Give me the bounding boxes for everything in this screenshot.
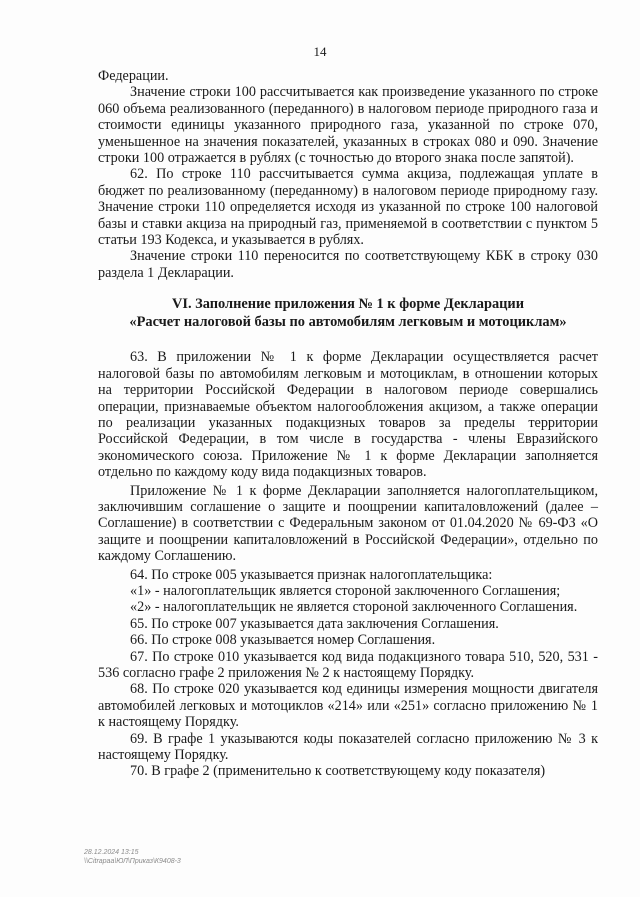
paragraph: 63. В приложении № 1 к форме Декларации осуществляется расчет налоговой базы по автомобилям легковым и мотоциклам, в отношении которых на территории Российской Федерации в налоговом периоде совершались операции, признаваемые объектом налогообложения акцизом, а также операции по реализации указанных подакцизных товаров за пределы территории Российской Федерации, в том числе в государства - члены Евразийского экономического союза. Приложение № 1 к форме Декларации заполняется отдельно по каждому коду вида подакцизных товаров. — [98, 349, 598, 481]
paragraph: «1» - налогоплательщик является стороной заключенного Соглашения; — [130, 582, 561, 599]
paragraph: «2» - налогоплательщик не является стороной заключенного Соглашения. — [130, 599, 578, 616]
footer-timestamp: 28.12.2024 13:15 — [84, 849, 139, 856]
paragraph: Значение строки 100 рассчитывается как произведение указанного по строке 060 объема реализованного (переданного) в налоговом периоде природного газа и стоимости единицы указанного природного газа, указанной по строке 070, уменьшенное на значения показателей, указанных в строках 080 и 090. Значение строки 100 отражается в рублях (с точностью до второго знака после запятой). — [98, 84, 598, 167]
section-heading — [98, 295, 598, 331]
paragraph: 64. По строке 005 указывается признак налогоплательщика: — [130, 566, 493, 583]
paragraph: Приложение № 1 к форме Декларации заполняется налогоплательщиком, заключившим соглашение о защите и поощрении капиталовложений (далее – Соглашение) в соответствии с Федеральным законом от 01.04.2020 № 69-ФЗ «О защите и поощрении капиталовложений в Российской Федерации», отдельно по каждому Соглашению. — [98, 482, 598, 565]
paragraph: 70. В графе 2 (применительно к соответствующему коду показателя) — [130, 763, 546, 780]
paragraph: 65. По строке 007 указывается дата заключения Соглашения. — [130, 615, 499, 632]
paragraph: Федерации. — [98, 68, 169, 84]
document-footer-stamp — [84, 848, 181, 866]
page-number: 14 — [313, 44, 327, 59]
paragraph: 67. По строке 010 указывается код вида подакцизного товара 510, 520, 531 - 536 согласно графе 2 приложения № 2 к настоящему Порядку. — [98, 648, 598, 681]
paragraph: 66. По строке 008 указывается номер Соглашения. — [130, 632, 436, 649]
section-heading-line-2: «Расчет налоговой базы по автомобилям легковым и мотоциклам» — [129, 314, 567, 331]
section-heading-line-1: VI. Заполнение приложения № 1 к форме Декларации — [171, 296, 525, 313]
paragraph: 68. По строке 020 указывается код единицы измерения мощности двигателя автомобилей легковых и мотоциклов «214» или «251» согласно приложению № 1 к настоящему Порядку. — [98, 681, 598, 731]
document-body — [98, 68, 598, 780]
footer-file-path: \\Сitrapaa\ЮЛ\Приказ\К9408-3 — [84, 858, 181, 865]
paragraph: 62. По строке 110 рассчитывается сумма акциза, подлежащая уплате в бюджет по реализованному (переданному) в налоговом периоде природному газу. Значение строки 110 определяется исходя из указанной по строке 100 налоговой базы и ставки акциза на природный газ, применяемой в соответствии с пунктом 5 статьи 193 Кодекса, и указывается в рублях. — [98, 166, 598, 249]
paragraph: Значение строки 110 переносится по соответствующему КБК в строку 030 раздела 1 Декларации. — [98, 248, 598, 281]
paragraph: 69. В графе 1 указываются коды показателей согласно приложению № 3 к настоящему Порядку. — [98, 730, 598, 764]
